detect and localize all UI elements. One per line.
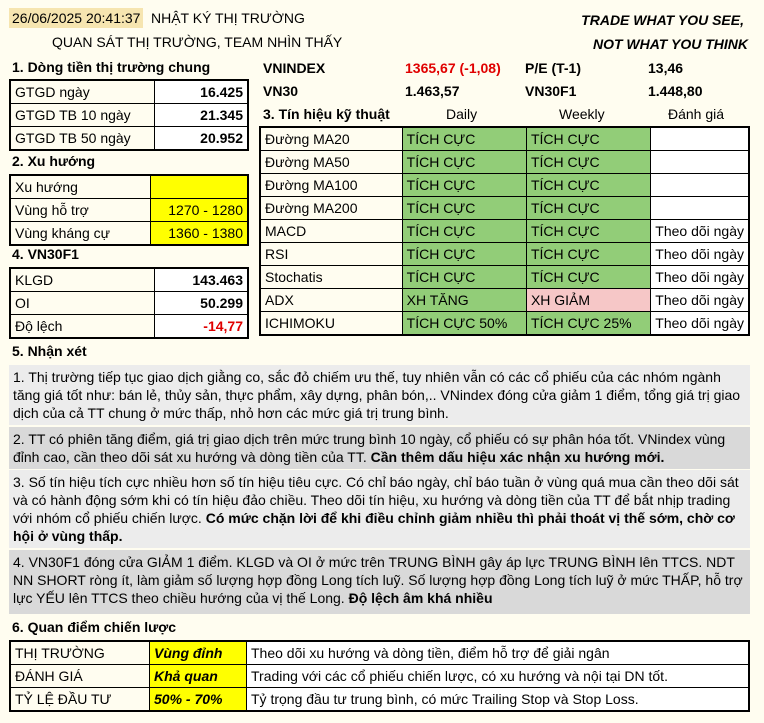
signal-name: Đường MA50 — [260, 151, 402, 174]
report-title: NHẬT KÝ THỊ TRƯỜNG — [151, 10, 305, 26]
signal-daily: TÍCH CỰC — [402, 266, 526, 289]
row-value: Vùng đỉnh — [150, 641, 247, 665]
vn30-value: 1.463,57 — [405, 83, 460, 99]
row-value: 21.345 — [155, 104, 249, 127]
signal-row — [260, 127, 749, 151]
signal-weekly: XH GIẢM — [526, 289, 650, 312]
signal-row — [260, 197, 749, 220]
table-row — [10, 222, 248, 246]
signal-name: Đường MA200 — [260, 197, 402, 220]
signal-eval: Theo dõi ngày — [651, 312, 749, 336]
row-value: 50.299 — [155, 292, 249, 315]
table-row — [10, 315, 248, 339]
signal-row — [260, 289, 749, 312]
signal-daily: TÍCH CỰC — [402, 151, 526, 174]
signal-eval: Theo dõi ngày — [651, 220, 749, 243]
section-2-title: 2. Xu hướng — [12, 153, 96, 169]
signal-eval — [651, 197, 749, 220]
signal-name: Đường MA20 — [260, 127, 402, 151]
row-value: 16.425 — [155, 80, 249, 104]
row-label: GTGD TB 10 ngày — [10, 104, 155, 127]
row-label: TỶ LỆ ĐẦU TƯ — [10, 688, 150, 712]
comment-3: 3. Số tín hiệu tích cực nhiều hơn số tín hiệu tiêu cực. Có chỉ báo ngày, chỉ báo tuần ở vùng quá mua cần theo dõi sát và có hành động sớm khi có tín hiệu đảo chiều. Theo dõi tín hiệu, xu hướng và dòng tiền của TT để bắt nhịp trading với nhóm cổ phiếu chiến lược. Có mức chặn lời để khi điều chỉnh giảm nhiều thì phải thoát vị thế sớm, chờ cơ hội ở vùng thấp. — [9, 470, 750, 548]
signal-eval — [651, 174, 749, 197]
signal-daily: TÍCH CỰC — [402, 243, 526, 266]
table-row — [10, 175, 248, 199]
row-note: Theo dõi xu hướng và dòng tiền, điểm hỗ trợ để giải ngân — [247, 641, 750, 665]
signal-daily: TÍCH CỰC — [402, 127, 526, 151]
signal-name: ADX — [260, 289, 402, 312]
signals-table — [259, 126, 750, 336]
signal-daily: XH TĂNG — [402, 289, 526, 312]
row-label: GTGD TB 50 ngày — [10, 127, 155, 151]
row-label: OI — [10, 292, 155, 315]
signal-eval: Theo dõi ngày — [651, 266, 749, 289]
comment-4: 4. VN30F1 đóng cửa GIẢM 1 điểm. KLGD và OI ở mức trên TRUNG BÌNH gây áp lực TRUNG BÌNH lên TTCS. NDT NN SHORT ròng ít, làm giảm số lượng hợp đồng Long tích luỹ. Số lượng hợp đồng Long tích luỹ ở mức THẤP, hỗ trợ lực YẾU lên TTCS theo chiều hướng của vị thế Long. Độ lệch âm khá nhiều — [9, 550, 750, 614]
signal-row — [260, 151, 749, 174]
signal-weekly: TÍCH CỰC — [526, 127, 650, 151]
slogan-line-2: NOT WHAT YOU THINK — [592, 36, 748, 52]
table-row — [10, 688, 749, 712]
section-4-title: 4. VN30F1 — [12, 246, 79, 262]
signal-eval — [651, 127, 749, 151]
slogan-line-1: TRADE WHAT YOU SEE, — [581, 12, 744, 28]
vn30f1-label: VN30F1 — [525, 83, 577, 99]
table-row — [10, 641, 749, 665]
table-row — [10, 292, 248, 315]
signal-name: RSI — [260, 243, 402, 266]
signal-row — [260, 174, 749, 197]
row-label: Độ lệch — [10, 315, 155, 339]
row-label: Xu hướng — [10, 175, 151, 199]
table-row — [10, 268, 248, 292]
section-1-title: 1. Dòng tiền thị trường chung — [12, 59, 211, 75]
signal-row — [260, 220, 749, 243]
section-6-title: 6. Quan điểm chiến lược — [12, 619, 177, 635]
comment-3-highlight: Có mức chặn lời để khi điều chỉnh giảm nhiều thì phải thoát vị thế sớm, chờ cơ hội ở vùng thấp. — [13, 510, 735, 544]
signal-eval: Theo dõi ngày — [651, 243, 749, 266]
signal-weekly: TÍCH CỰC — [526, 174, 650, 197]
signal-name: Stochatis — [260, 266, 402, 289]
row-label: Vùng kháng cự — [10, 222, 151, 246]
row-note: Trading với các cổ phiếu chiến lược, có xu hướng và nội tại DN tốt. — [247, 665, 750, 688]
signal-daily: TÍCH CỰC 50% — [402, 312, 526, 336]
row-value: Khả quan — [150, 665, 247, 688]
cashflow-table — [9, 79, 249, 151]
report-datetime: 26/06/2025 20:41:37 — [9, 8, 143, 28]
signal-weekly: TÍCH CỰC — [526, 197, 650, 220]
pe-label: P/E (T-1) — [525, 60, 582, 76]
signal-weekly: TÍCH CỰC — [526, 243, 650, 266]
table-row — [10, 104, 248, 127]
signal-daily: TÍCH CỰC — [402, 197, 526, 220]
row-value: 20.952 — [155, 127, 249, 151]
section-3-title: 3. Tín hiệu kỹ thuật — [263, 106, 390, 122]
row-label: KLGD — [10, 268, 155, 292]
row-note: Tỷ trọng đầu tư trung bình, có mức Trailing Stop và Stop Loss. — [247, 688, 750, 712]
vnindex-label: VNINDEX — [263, 60, 326, 76]
row-value — [151, 175, 249, 199]
signal-eval: Theo dõi ngày — [651, 289, 749, 312]
row-value: 143.463 — [155, 268, 249, 292]
comment-2: 2. TT có phiên tăng điểm, giá trị giao dịch trên mức trung bình 10 ngày, cổ phiếu có sự phân hóa tốt. VNindex vùng đỉnh cao, cần theo dõi sát xu hướng và dòng tiền của TT. Cần thêm dấu hiệu xác nhận xu hướng mới. — [9, 427, 750, 469]
signal-daily: TÍCH CỰC — [402, 174, 526, 197]
signal-row — [260, 312, 749, 336]
row-value: 1270 - 1280 — [151, 199, 249, 222]
signal-weekly: TÍCH CỰC 25% — [526, 312, 650, 336]
row-value: -14,77 — [155, 315, 249, 339]
col-eval-header: Đánh giá — [668, 106, 725, 122]
signal-row — [260, 266, 749, 289]
vn30-label: VN30 — [263, 83, 299, 99]
signal-row — [260, 243, 749, 266]
pe-value: 13,46 — [648, 60, 684, 76]
signal-name: Đường MA100 — [260, 174, 402, 197]
comment-1: 1. Thị trường tiếp tục giao dịch giằng co, sắc đỏ chiếm ưu thế, tuy nhiên vẫn có các cổ phiếu của các nhóm ngành tăng giá tốt như: bán lẻ, thủy sản, thực phẩm, xây dựng, phân bón,.. VNindex đóng cửa giảm 1 điểm, tổng giá trị giao dịch của cả TT chung ở mức thấp, nhỏ hơn các mức giá trị trung bình. — [9, 365, 750, 425]
row-label: ĐÁNH GIÁ — [10, 665, 150, 688]
vn30f1-table — [9, 267, 249, 339]
vn30f1-value: 1.448,80 — [648, 83, 703, 99]
row-label: GTGD ngày — [10, 80, 155, 104]
row-label: Vùng hỗ trợ — [10, 199, 151, 222]
signal-weekly: TÍCH CỰC — [526, 151, 650, 174]
signal-name: ICHIMOKU — [260, 312, 402, 336]
col-weekly-header: Weekly — [559, 106, 605, 122]
table-row — [10, 127, 248, 151]
table-row — [10, 665, 749, 688]
comment-4-highlight: Độ lệch âm khá nhiều — [348, 590, 493, 606]
signal-name: MACD — [260, 220, 402, 243]
section-5-title: 5. Nhận xét — [12, 343, 87, 359]
comment-2-highlight: Cần thêm dấu hiệu xác nhận xu hướng mới. — [370, 449, 665, 465]
table-row — [10, 199, 248, 222]
signal-weekly: TÍCH CỰC — [526, 220, 650, 243]
table-row — [10, 80, 248, 104]
row-label: THỊ TRƯỜNG — [10, 641, 150, 665]
signal-daily: TÍCH CỰC — [402, 220, 526, 243]
report-subtitle: QUAN SÁT THỊ TRƯỜNG, TEAM NHÌN THẤY — [52, 34, 343, 50]
strategy-table — [9, 640, 750, 712]
row-value: 50% - 70% — [150, 688, 247, 712]
signal-eval — [651, 151, 749, 174]
trend-table — [9, 174, 249, 246]
vnindex-value: 1365,67 (-1,08) — [405, 60, 501, 76]
row-value: 1360 - 1380 — [151, 222, 249, 246]
signal-weekly: TÍCH CỰC — [526, 266, 650, 289]
col-daily-header: Daily — [446, 106, 478, 122]
